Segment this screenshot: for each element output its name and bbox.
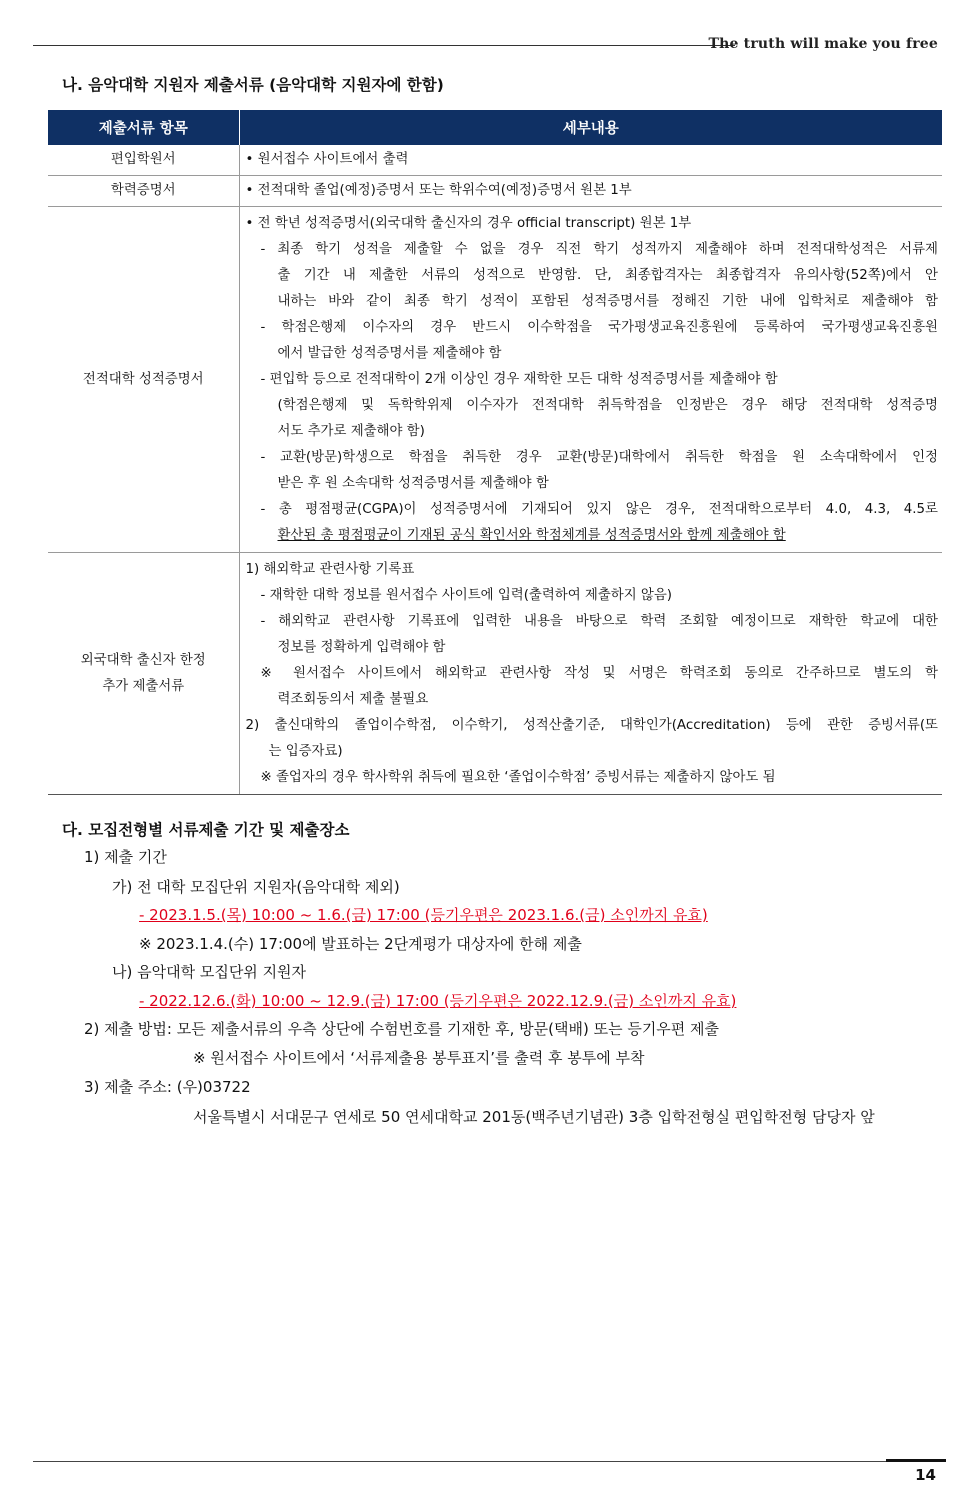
detail-line: (학점은행제 및 독학학위제 이수자가 전적대학 취득학점을 인정받은 경우 해당 전적대학 성적증명: [277, 398, 938, 413]
row-item: [48, 553, 239, 795]
address: 서울특별시 서대문구 연세로 50 연세대학교 201동(백주년기념관) 3층 입학전형실 편입학전형 담당자 앞: [193, 1108, 875, 1126]
table-row: [48, 176, 942, 207]
documents-table: [48, 110, 942, 795]
header-rule: [33, 45, 735, 46]
detail-line: 는 입증자료): [268, 744, 343, 759]
section-title-da: 다. 모집전형별 서류제출 기간 및 제출장소: [62, 821, 350, 839]
row-item-line: 추가 제출서류: [102, 678, 185, 694]
table-row: [48, 207, 942, 553]
row-detail: [239, 207, 942, 553]
period-heading: 1) 제출 기간: [84, 848, 167, 866]
detail-line: ※ 졸업자의 경우 학사학위 취득에 필요한 ‘졸업이수학점’ 증빙서류는 제출하지 않아도 됨: [260, 770, 776, 785]
group-a-date: - 2023.1.5.(목) 10:00 ~ 1.6.(금) 17:00 (등기우편은 2023.1.6.(금) 소인까지 유효): [139, 906, 708, 924]
detail-line: 1) 해외학교 관련사항 기록표: [245, 562, 415, 577]
group-b-date: - 2022.12.6.(화) 10:00 ~ 12.9.(금) 17:00 (등기우편은 2022.12.9.(금) 소인까지 유효): [139, 992, 737, 1010]
footer-rule-accent: [886, 1459, 946, 1462]
table-row: [48, 553, 942, 795]
footer-rule: [33, 1461, 933, 1462]
group-a-note: ※ 2023.1.4.(수) 17:00에 발표하는 2단계평가 대상자에 한해 제출: [139, 935, 582, 953]
group-b-heading: 나) 음악대학 모집단위 지원자: [112, 963, 307, 981]
detail-line: 받은 후 원 소속대학 성적증명서를 제출해야 함: [277, 476, 549, 491]
row-item: 편입학원서: [48, 145, 239, 176]
row-item-line: 외국대학 출신자 한정: [80, 652, 206, 668]
submission-method: 2) 제출 방법: 모든 제출서류의 우측 상단에 수험번호를 기재한 후, 방문(택배) 또는 등기우편 제출: [84, 1020, 720, 1038]
detail-line: - 학점은행제 이수자의 경우 반드시 이수학점을 국가평생교육진흥원에 등록하여 국가평생교육진흥원: [260, 320, 938, 335]
detail-line: 에서 발급한 성적증명서를 제출해야 함: [277, 346, 502, 361]
row-detail: [239, 176, 942, 207]
detail-line: 2) 출신대학의 졸업이수학점, 이수학기, 성적산출기준, 대학인가(Accreditation) 등에 관한 증빙서류(또: [245, 718, 938, 733]
detail-line: • 전 학년 성적증명서(외국대학 출신자의 경우 official transcript) 원본 1부: [245, 216, 692, 231]
column-header-item: 제출서류 항목: [48, 110, 239, 145]
detail-line: 력조회동의서 제출 불필요: [277, 692, 429, 707]
detail-line: 내하는 바와 같이 최종 학기 성적이 포함된 성적증명서를 정해진 기한 내에 입학처로 제출해야 함: [277, 294, 938, 309]
address-label: 3) 제출 주소: (우)03722: [84, 1078, 251, 1096]
detail-line: - 편입학 등으로 전적대학이 2개 이상인 경우 재학한 모든 대학 성적증명서를 제출해야 함: [260, 372, 778, 387]
table-row: [48, 145, 942, 176]
detail-line: 환산된 총 평점평균이 기재된 공식 확인서와 학점체계를 성적증명서와 함께 제출해야 함: [277, 528, 786, 543]
detail-line: - 교환(방문)학생으로 학점을 취득한 경우 교환(방문)대학에서 취득한 학점을 원 소속대학에서 인정: [260, 450, 938, 465]
detail-line: ※ 원서접수 사이트에서 해외학교 관련사항 작성 및 서명은 학력조회 동의로 간주하므로 별도의 학: [260, 666, 938, 681]
detail-line: • 원서접수 사이트에서 출력: [245, 152, 409, 167]
row-detail: [239, 145, 942, 176]
group-a-heading: 가) 전 대학 모집단위 지원자(음악대학 제외): [112, 878, 400, 896]
row-detail: [239, 553, 942, 795]
detail-line: 정보를 정확하게 입력해야 함: [277, 640, 446, 655]
detail-line: - 해외학교 관련사항 기록표에 입력한 내용을 바탕으로 학력 조회할 예정이므로 재학한 학교에 대한: [260, 614, 938, 629]
row-item: 전적대학 성적증명서: [48, 207, 239, 553]
column-header-detail: 세부내용: [239, 110, 942, 145]
detail-line: • 전적대학 졸업(예정)증명서 또는 학위수여(예정)증명서 원본 1부: [245, 183, 632, 198]
page-number: 14: [915, 1466, 936, 1484]
detail-line: - 최종 학기 성적을 제출할 수 없을 경우 직전 학기 성적까지 제출해야 하며 전적대학성적은 서류제: [260, 242, 938, 257]
section-title-na: 나. 음악대학 지원자 제출서류 (음악대학 지원자에 한함): [62, 76, 444, 94]
row-item: 학력증명서: [48, 176, 239, 207]
detail-line: 서도 추가로 제출해야 함): [277, 424, 425, 439]
detail-line: - 재학한 대학 정보를 원서접수 사이트에 입력(출력하여 제출하지 않음): [260, 588, 673, 603]
method-note: ※ 원서접수 사이트에서 ‘서류제출용 봉투표지’를 출력 후 봉투에 부착: [193, 1049, 645, 1067]
detail-line: 출 기간 내 제출한 서류의 성적으로 반영함. 단, 최종합격자는 최종합격자 유의사항(52쪽)에서 안: [277, 268, 938, 283]
detail-line: - 총 평점평균(CGPA)이 성적증명서에 기재되어 있지 않은 경우, 전적대학으로부터 4.0, 4.3, 4.5로: [260, 502, 938, 517]
header-motto: The truth will make you free: [708, 36, 938, 52]
table-header-row: [48, 110, 942, 145]
